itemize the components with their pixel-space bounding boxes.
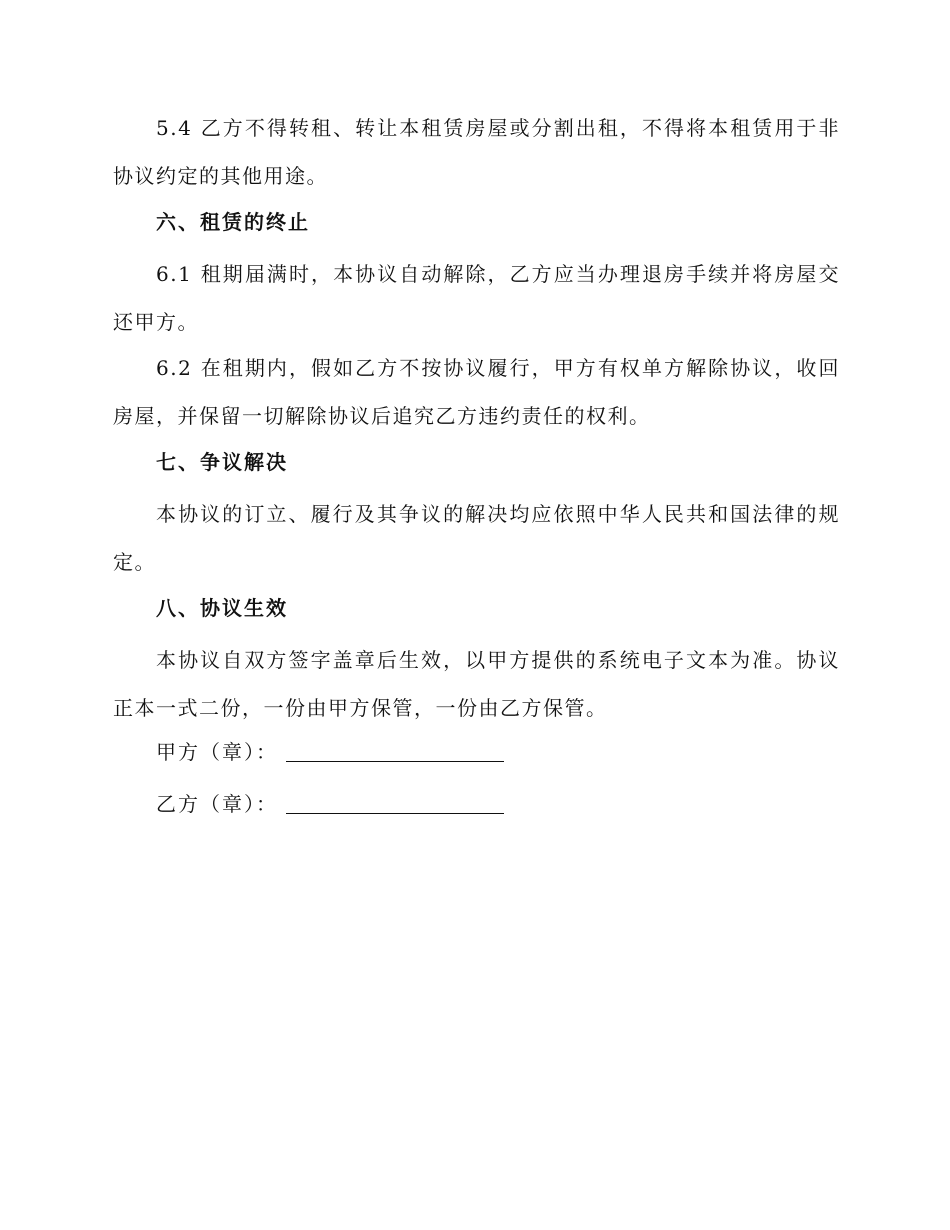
party-a-signature-line[interactable]	[286, 735, 504, 762]
party-a-label: 甲方（章）：	[156, 740, 278, 764]
clause-5-4: 5.4 乙方不得转租、转让本租赁房屋或分割出租，不得将本租赁用于非协议约定的其他用途。	[113, 116, 840, 188]
party-a-signature-row	[156, 728, 504, 776]
heading-agreement-effective: 八、协议生效	[156, 596, 288, 620]
clause-8: 本协议自双方签字盖章后生效，以甲方提供的系统电子文本为准。协议正本一式二份，一份由甲方保管，一份由乙方保管。	[113, 648, 840, 720]
heading-lease-termination: 六、租赁的终止	[156, 210, 310, 234]
party-b-label: 乙方（章）：	[156, 792, 278, 816]
party-b-signature-row	[156, 780, 504, 828]
clause-6-1: 6.1 租期届满时，本协议自动解除，乙方应当办理退房手续并将房屋交还甲方。	[113, 262, 840, 334]
party-b-signature-line[interactable]	[286, 787, 504, 814]
clause-6-2: 6.2 在租期内，假如乙方不按协议履行，甲方有权单方解除协议，收回房屋，并保留一切解除协议后追究乙方违约责任的权利。	[113, 356, 840, 428]
heading-dispute-resolution: 七、争议解决	[156, 450, 288, 474]
clause-7: 本协议的订立、履行及其争议的解决均应依照中华人民共和国法律的规定。	[113, 502, 840, 574]
